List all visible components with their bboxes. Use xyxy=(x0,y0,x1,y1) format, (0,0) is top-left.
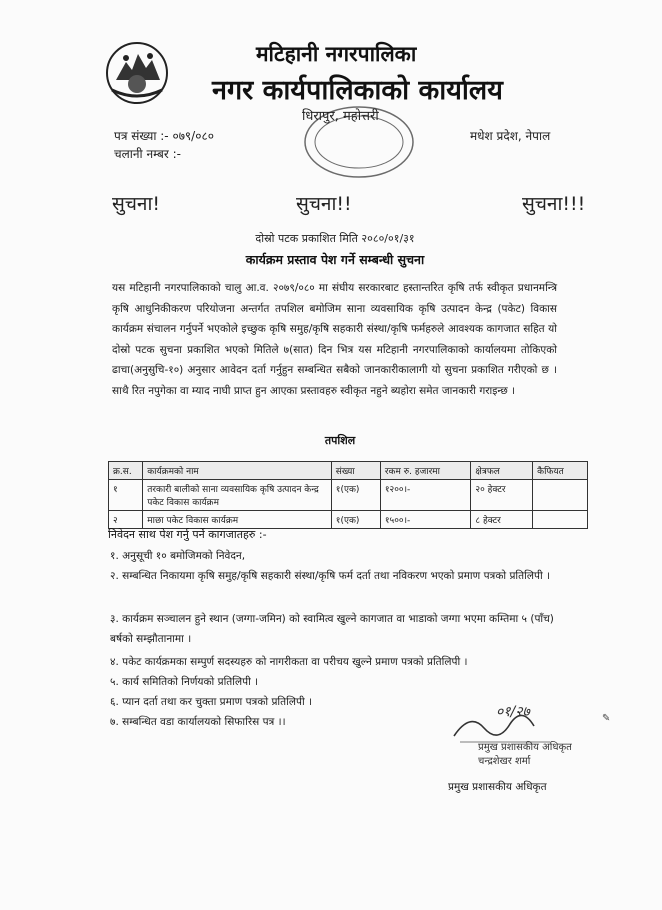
notice-heading-3: सुचना!!! xyxy=(522,193,586,215)
cell-remarks xyxy=(533,480,588,511)
program-table xyxy=(108,461,588,529)
table-row xyxy=(109,480,588,511)
signature-date: ०१/२७ xyxy=(496,704,530,720)
col-header-remarks: कैफियत xyxy=(533,462,588,480)
notice-subject: कार्यक्रम प्रस्ताव पेश गर्ने सम्बन्धी सुचना xyxy=(245,252,425,267)
office-name: नगर कार्यपालिकाको कार्यालय xyxy=(212,75,503,106)
cell-area: २० हेक्टर xyxy=(471,480,533,511)
nepal-emblem-icon xyxy=(104,40,170,106)
schedule-title: तपशिल xyxy=(324,434,356,447)
cell-area: ८ हेक्टर xyxy=(471,511,533,529)
col-header-area: क्षेत्रफल xyxy=(471,462,533,480)
dispatch-number: चलानी नम्बर :- xyxy=(114,147,181,161)
cell-count: १(एक) xyxy=(331,511,380,529)
cell-program: तरकारी बालीको साना व्यवसायिक कृषि उत्पादन केन्द्र पकेट विकास कार्यक्रम xyxy=(143,480,332,511)
signatory-name: चन्द्रशेखर शर्मा xyxy=(478,756,531,767)
reference-number: पत्र संख्या :- ०७९/०८० xyxy=(114,129,214,143)
document-item-6: ६. प्यान दर्ता तथा कर चुक्ता प्रमाण पत्रको प्रतिलिपी । xyxy=(110,696,312,708)
document-item-7: ७. सम्बन्धित वडा कार्यालयको सिफारिस पत्र ।। xyxy=(110,716,286,728)
notice-heading-1: सुचना! xyxy=(112,193,160,215)
col-header-program: कार्यक्रमको नाम xyxy=(143,462,332,480)
cell-sn: २ xyxy=(109,511,143,529)
document-item-4: ४. पकेट कार्यक्रमका सम्पुर्ण सदस्यहरु को नागरीकता वा परीचय खुल्ने प्रमाण पत्रको प्रतिलिपी । xyxy=(110,656,468,668)
document-item-2: २. सम्बन्धित निकायमा कृषि समुह/कृषि सहकारी संस्था/कृषि फर्म दर्ता तथा नविकरण भएको प्रमाण पत्रको प्रतिलिपी । xyxy=(110,570,550,582)
documents-title: निवेदन साथ पेश गर्नु पर्ने कागजातहरु :- xyxy=(108,528,267,541)
cell-program: माछा पकेट विकास कार्यक्रम xyxy=(143,511,332,529)
cell-amount: १२००।- xyxy=(380,480,471,511)
cell-sn: १ xyxy=(109,480,143,511)
signatory-title: प्रमुख प्रशासकीय अधिकृत xyxy=(448,781,547,793)
col-header-sn: क्र.स. xyxy=(109,462,143,480)
col-header-count: संख्या xyxy=(331,462,380,480)
notice-heading-2: सुचना!! xyxy=(296,193,352,215)
notice-body: यस मटिहानी नगरपालिकाको चालु आ.व. २०७९/०८० मा संघीय सरकारबाट हस्तान्तरित कृषि तर्फ स्वीकृत प्रधानमन्त्रि कृषि आधुनिकीकरण परियोजना अन्तर्गत तपशिल बमोजिम साना व्यवसायिक कृषि उत्पादन केन्द्र (पकेट) विकास कार्यक्रम संचालन गर्नुपर्ने भएकोले इच्छुक कृषि समुह/कृषि सहकारी संस्था/कृषि फर्महरुले आवश्यक कागजात सहित यो दोस्रो पटक सुचना प्रकाशित भएको मितिले ७(सात) दिन भित्र यस मटिहानी नगरपालिकाको कार्यालयमा तोकिएको ढाचा(अनुसुचि-१०) अनुसार आवेदन दर्ता गर्नुहुन सम्बन्धित सबैको जानकारीकालागी यो सुचना प्रकाशित गरीएको छ । साथै रित नपुगेका वा म्याद नाघी प्राप्त हुन आएका प्रस्तावहरु स्वीकृत नहुने ब्यहोरा समेत जानकारी गराइन्छ । xyxy=(112,282,557,397)
initials-icon: ✎ xyxy=(602,713,611,724)
office-address: धिरापुर, महोत्तरी xyxy=(302,109,379,124)
table-header-row xyxy=(109,462,588,480)
province: मधेश प्रदेश, नेपाल xyxy=(470,129,551,143)
cell-count: १(एक) xyxy=(331,480,380,511)
document-item-5: ५. कार्य समितिको निर्णयको प्रतिलिपी । xyxy=(110,676,259,688)
document-item-1: १. अनुसूची १० बमोजिमको निवेदन, xyxy=(110,550,246,562)
col-header-amount: रकम रु. हजारमा xyxy=(380,462,471,480)
publication-date: दोस्रो पटक प्रकाशित मिति २०८०/०१/३१ xyxy=(255,232,415,245)
municipality-name: मटिहानी नगरपालिका xyxy=(256,42,417,66)
signatory-stamp-title: प्रमुख प्रशासकीय अधिकृत xyxy=(478,742,572,753)
table-row xyxy=(109,511,588,529)
document-item-3: ३. कार्यक्रम सञ्चालन हुने स्थान (जग्गा-जमिन) को स्वामित्व खुल्ने कागजात वा भाडाको जग्गा भएमा कम्तिमा ५ (पाँच) बर्षको सम्झौतानामा । xyxy=(110,613,554,645)
cell-remarks xyxy=(533,511,588,529)
cell-amount: १५००।- xyxy=(380,511,471,529)
